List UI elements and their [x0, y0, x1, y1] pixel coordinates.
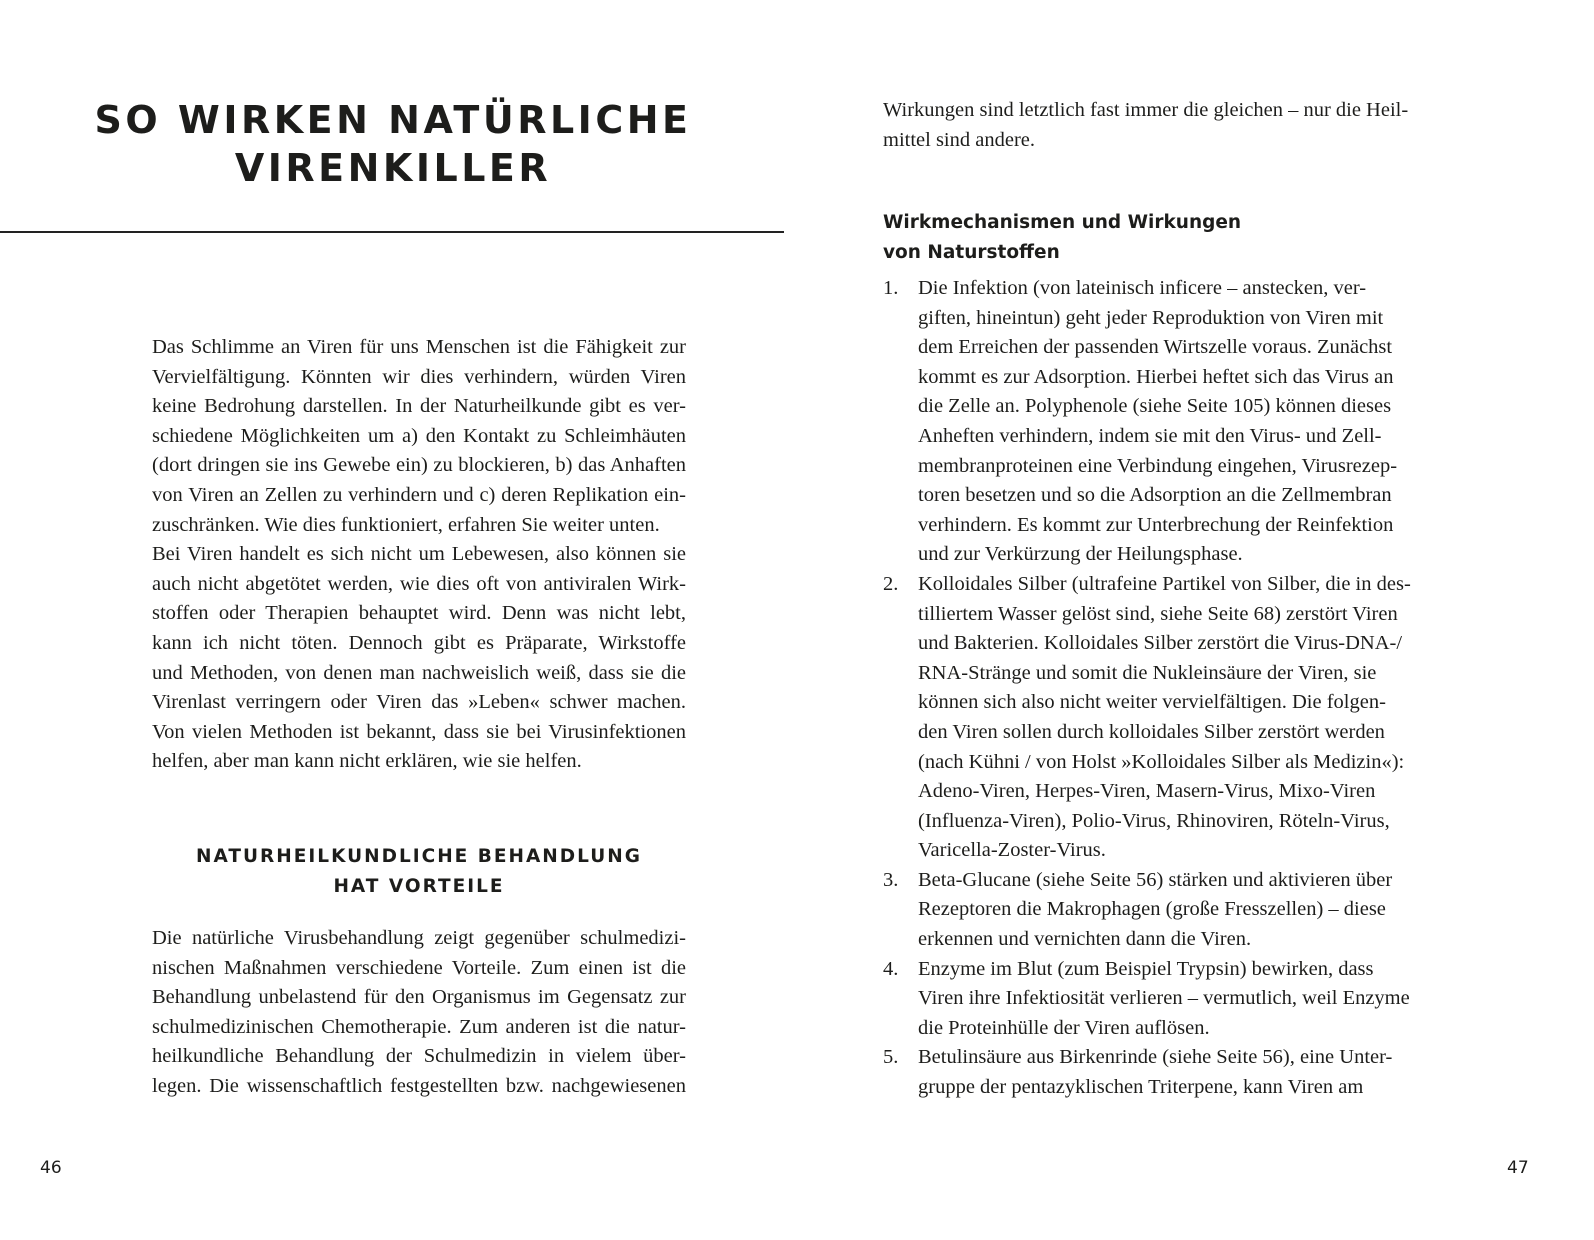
mechanism-list [883, 274, 1423, 1103]
text-line: Wirkungen sind letztlich fast immer die gleichen – nur die Heil- [883, 99, 1409, 121]
text-line: toren besetzen und so die Adsorption an die Zellmembran [918, 484, 1392, 507]
continued-text [883, 96, 1417, 155]
list-item-number: 5. [883, 1046, 899, 1069]
list-item-number: 4. [883, 957, 899, 980]
text-line: Die natürliche Virusbehandlung zeigt gegenüber schulmedizi- [152, 927, 686, 949]
text-line: die Zelle an. Polyphenole (siehe Seite 105) können dieses [918, 395, 1392, 418]
text-line: dem Erreichen der passenden Wirtszelle voraus. Zunächst [918, 336, 1393, 359]
text-line: Von vielen Methoden ist bekannt, dass sie bei Virusinfektionen [152, 720, 686, 743]
text-line: zuschränken. Wie dies funktioniert, erfahren Sie weiter unten. [152, 513, 660, 536]
text-line: Bei Viren handelt es sich nicht um Lebewesen, also können sie [152, 543, 686, 566]
page-number-left: 46 [40, 1158, 62, 1178]
text-line: Betulinsäure aus Birkenrinde (siehe Seite 56), eine Unter- [918, 1046, 1393, 1069]
text-line: Die Infektion (von lateinisch inficere – anstecken, ver- [918, 277, 1367, 299]
list-item [883, 955, 1423, 1044]
text-line: giften, hineintun) geht jeder Reproduktion von Viren mit [918, 306, 1384, 329]
text-line: Rezeptoren die Makrophagen (große Fresszellen) – diese [918, 898, 1386, 921]
text-line: Varicella-Zoster-Virus. [918, 839, 1106, 862]
text-line: Anheften verhindern, indem sie mit den Virus- und Zell- [918, 424, 1382, 447]
text-line: können sich also nicht weiter vervielfältigen. Die folgen- [918, 691, 1386, 714]
text-line: und Bakterien. Kolloidales Silber zerstört die Virus-DNA-/ [918, 632, 1403, 655]
list-item-number: 1. [883, 277, 899, 299]
list-item-number: 3. [883, 868, 899, 891]
chapter-title-line: VIRENKILLER [234, 146, 552, 190]
text-line: gruppe der pentazyklischen Triterpene, kann Viren am [918, 1076, 1364, 1099]
text-line: Kolloidales Silber (ultrafeine Partikel von Silber, die in des- [918, 572, 1411, 595]
text-line: die Proteinhülle der Viren auflösen. [918, 1016, 1210, 1039]
text-line: Viren ihre Infektiosität verlieren – vermutlich, weil Enzyme [918, 987, 1410, 1010]
list-heading [883, 208, 1241, 268]
text-line: verhindern. Es kommt zur Unterbrechung der Reinfektion [918, 513, 1394, 536]
text-line: keine Bedrohung darstellen. In der Naturheilkunde gibt es ver- [152, 395, 686, 418]
text-line: Virenlast verringern oder Viren das »Leben« schwer machen. [152, 691, 686, 714]
list-heading-line: von Naturstoffen [883, 242, 1060, 263]
section-text [152, 924, 686, 1102]
text-line: schiedene Möglichkeiten um a) den Kontakt zu Schleimhäuten [152, 424, 686, 447]
section-heading-line: NATURHEILKUNDLICHE BEHANDLUNG [196, 846, 642, 867]
section-heading [152, 842, 686, 902]
text-line: (dort dringen sie ins Gewebe ein) zu blockieren, b) das Anhaften [152, 454, 686, 477]
text-line: und zur Verkürzung der Heilungsphase. [918, 543, 1243, 566]
text-line: Vervielfältigung. Könnten wir dies verhindern, würden Viren [152, 365, 686, 388]
text-line: membranproteinen eine Verbindung eingehen, Virusrezep- [918, 454, 1398, 477]
text-line: legen. Die wissenschaftlich festgestellten bzw. nachgewiesenen [152, 1074, 686, 1097]
text-line: und Methoden, von denen man nachweislich weiß, dass sie die [152, 661, 686, 684]
chapter-title-line: SO WIRKEN NATÜRLICHE [94, 98, 692, 142]
intro-text [152, 333, 686, 777]
text-line: Enzyme im Blut (zum Beispiel Trypsin) bewirken, dass [918, 957, 1374, 980]
text-line: heilkundliche Behandlung der Schulmedizin in vielem über- [152, 1045, 686, 1068]
chapter-title [60, 96, 726, 192]
text-line: (Influenza-Viren), Polio-Virus, Rhinoviren, Röteln-Virus, [918, 809, 1390, 832]
text-line: Beta-Glucane (siehe Seite 56) stärken und aktivieren über [918, 868, 1393, 891]
text-line: nischen Maßnahmen verschiedene Vorteile. Zum einen ist die [152, 956, 686, 979]
text-line: schulmedizinischen Chemotherapie. Zum anderen ist die natur- [152, 1015, 686, 1038]
text-line: RNA-Stränge und somit die Nukleinsäure der Viren, sie [918, 661, 1377, 684]
page-number-right: 47 [1507, 1158, 1529, 1178]
text-line: Behandlung unbelastend für den Organismus im Gegensatz zur [152, 986, 686, 1009]
text-line: erkennen und vernichten dann die Viren. [918, 928, 1252, 951]
text-line: den Viren sollen durch kolloidales Silber zerstört werden [918, 720, 1385, 743]
text-line: mittel sind andere. [883, 128, 1035, 151]
text-line: stoffen oder Therapien behauptet wird. Denn was nicht lebt, [152, 602, 686, 625]
list-item [883, 1043, 1423, 1102]
text-line: Adeno-Viren, Herpes-Viren, Masern-Virus, Mixo-Viren [918, 780, 1376, 803]
title-rule [0, 231, 784, 233]
text-line: tilliertem Wasser gelöst sind, siehe Seite 68) zerstört Viren [918, 602, 1398, 625]
text-line: von Viren an Zellen zu verhindern und c) deren Replikation ein- [152, 483, 686, 506]
text-line: kommt es zur Adsorption. Hierbei heftet sich das Virus an [918, 365, 1394, 388]
text-line: (nach Kühni / von Holst »Kolloidales Silber als Medizin«): [918, 750, 1405, 773]
section-heading-line: HAT VORTEILE [333, 876, 505, 897]
list-item [883, 274, 1423, 570]
list-heading-line: Wirkmechanismen und Wirkungen [883, 212, 1242, 233]
text-line: auch nicht abgetötet werden, wie dies oft von antiviralen Wirk- [152, 572, 686, 595]
list-item [883, 570, 1423, 866]
list-item-number: 2. [883, 572, 899, 595]
text-line: Das Schlimme an Viren für uns Menschen ist die Fähigkeit zur [152, 336, 686, 358]
text-line: helfen, aber man kann nicht erklären, wie sie helfen. [152, 750, 582, 773]
list-item [883, 866, 1423, 955]
text-line: kann ich nicht töten. Dennoch gibt es Präparate, Wirkstoffe [152, 631, 686, 654]
